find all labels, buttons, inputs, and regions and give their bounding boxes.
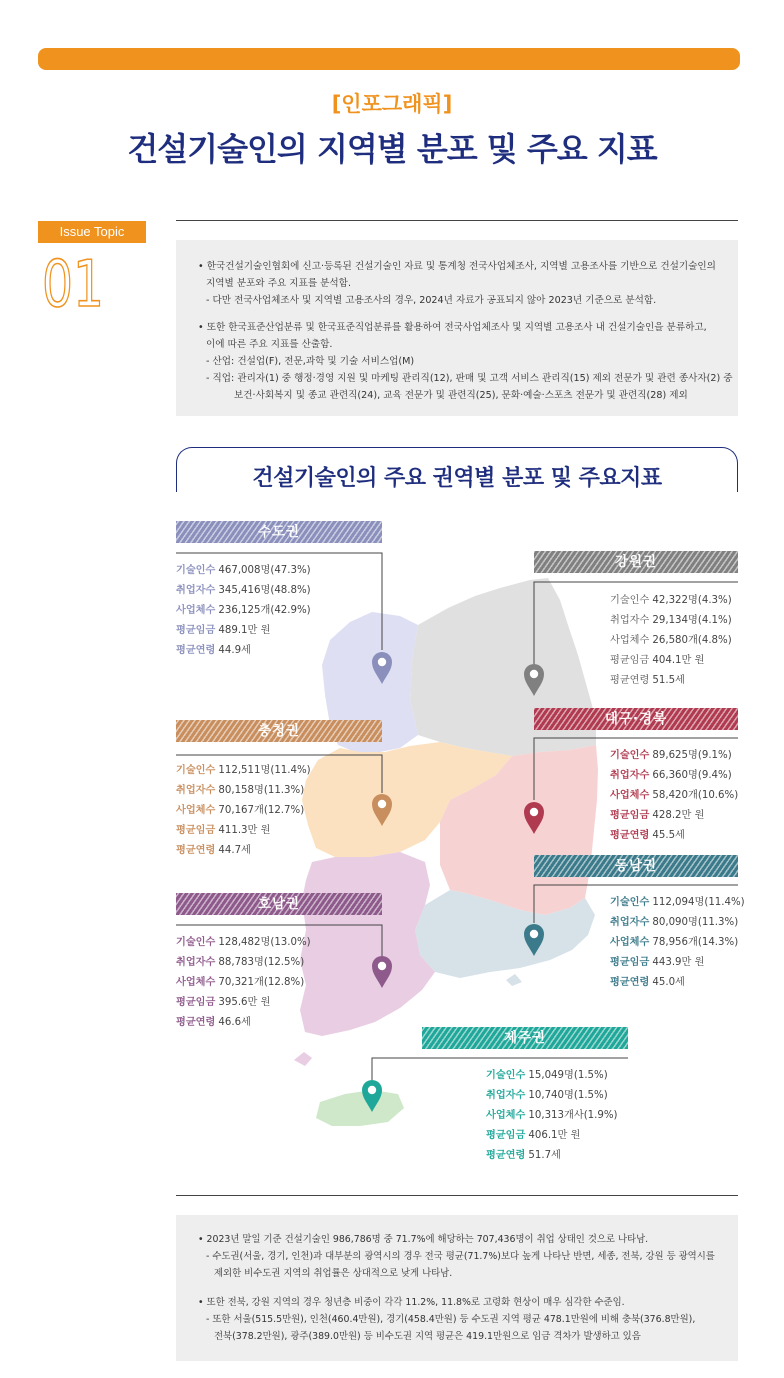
section-title: 건설기술인의 주요 권역별 분포 및 주요지표 xyxy=(252,466,662,491)
stat-row xyxy=(176,993,311,1013)
stat-key: 평균연령 xyxy=(176,845,216,856)
stat-row xyxy=(610,591,732,611)
stat-key: 취업자수 xyxy=(610,770,650,781)
stat-row xyxy=(176,761,311,781)
stats-sudo xyxy=(176,561,311,661)
stat-row xyxy=(610,913,745,933)
stats-daegu xyxy=(610,746,738,846)
stat-key: 기술인수 xyxy=(610,595,650,606)
stat-key: 기술인수 xyxy=(486,1070,526,1081)
stat-key: 평균임금 xyxy=(176,625,216,636)
stat-value: 51.7세 xyxy=(528,1150,561,1161)
stat-value: 489.1만 원 xyxy=(218,625,271,636)
stat-value: 345,416명(48.8%) xyxy=(218,585,311,596)
region-header-honam: 호남권 xyxy=(176,893,382,915)
island-shape xyxy=(294,1052,312,1066)
intro-line: 지역별 분포와 주요 지표를 분석함. xyxy=(206,278,351,289)
stat-row xyxy=(176,801,311,821)
stats-jeju xyxy=(486,1066,618,1166)
kicker-label: [인포그래픽] xyxy=(331,92,453,116)
stat-value: 236,125개(42.9%) xyxy=(218,605,311,616)
stat-row xyxy=(610,746,738,766)
region-header-sudo: 수도권 xyxy=(176,521,382,543)
stat-key: 사업체수 xyxy=(176,805,216,816)
island-shape xyxy=(506,974,522,986)
stat-key: 기술인수 xyxy=(176,565,216,576)
summary-line: 제외한 비수도권 지역의 취업률은 상대적으로 낮게 나타남. xyxy=(214,1268,453,1279)
stat-row xyxy=(610,631,732,651)
stat-key: 평균연령 xyxy=(610,830,650,841)
intro-line: • 한국건설기술인협회에 신고·등록된 건설기술인 자료 및 통계청 전국사업체조사, 지역별 고용조사를 기반으로 건설기술인의 xyxy=(198,261,716,272)
stat-key: 평균임금 xyxy=(486,1130,526,1141)
stat-row xyxy=(486,1066,618,1086)
stat-key: 기술인수 xyxy=(176,765,216,776)
stat-value: 26,580개(4.8%) xyxy=(652,635,732,646)
stat-value: 42,322명(4.3%) xyxy=(652,595,732,606)
stat-value: 10,313개사(1.9%) xyxy=(528,1110,618,1121)
stat-row xyxy=(176,561,311,581)
stat-value: 112,094명(11.4%) xyxy=(652,897,745,908)
stat-value: 78,956개(14.3%) xyxy=(652,937,739,948)
stat-row xyxy=(176,973,311,993)
stat-row xyxy=(610,826,738,846)
issue-number-text: 01 xyxy=(42,248,104,322)
summary-line: - 또한 서울(515.5만원), 인천(460.4만원), 경기(458.4만원) 등 수도권 지역 평균 478.1만원에 비해 충북(376.8만원), xyxy=(206,1314,696,1325)
stat-row xyxy=(610,786,738,806)
stat-key: 사업체수 xyxy=(176,605,216,616)
map-region-jeju xyxy=(316,1090,404,1126)
stat-value: 29,134명(4.1%) xyxy=(652,615,732,626)
intro-line: 보건·사회복지 및 종교 관련직(24), 교육 전문가 및 관련직(25), 문화·예술·스포츠 전문가 및 관련직(28) 제외 xyxy=(234,390,688,401)
stat-row xyxy=(176,781,311,801)
stat-row xyxy=(610,671,732,691)
stat-value: 45.5세 xyxy=(652,830,685,841)
stat-row xyxy=(176,821,311,841)
issue-topic-tag: Issue Topic xyxy=(38,221,146,243)
stat-key: 평균임금 xyxy=(610,655,650,666)
stat-key: 취업자수 xyxy=(610,917,650,928)
stat-key: 평균임금 xyxy=(176,825,216,836)
page-title: 건설기술인의 지역별 분포 및 주요 지표 xyxy=(127,130,657,168)
intro-line: 이에 따른 주요 지표를 산출함. xyxy=(206,339,333,350)
stat-row xyxy=(176,1013,311,1033)
stat-row xyxy=(610,766,738,786)
stat-key: 기술인수 xyxy=(176,937,216,948)
stat-value: 15,049명(1.5%) xyxy=(528,1070,608,1081)
stat-row xyxy=(176,841,311,861)
stats-dongnam xyxy=(610,893,745,993)
stat-value: 46.6세 xyxy=(218,1017,251,1028)
stat-row xyxy=(176,641,311,661)
stat-key: 평균연령 xyxy=(176,645,216,656)
stat-row xyxy=(176,601,311,621)
stat-row xyxy=(610,611,732,631)
stat-value: 51.5세 xyxy=(652,675,685,686)
stat-row xyxy=(610,806,738,826)
summary-line: • 또한 전북, 강원 지역의 경우 청년층 비중이 각각 11.2%, 11.8%로 고령화 현상이 매우 심각한 수준임. xyxy=(198,1297,625,1308)
summary-line: • 2023년 말일 기준 건설기술인 986,786명 중 71.7%에 해당하는 707,436명이 취업 상태인 것으로 나타남. xyxy=(198,1234,649,1245)
stat-row xyxy=(610,953,745,973)
stat-key: 취업자수 xyxy=(486,1090,526,1101)
stats-honam xyxy=(176,933,311,1033)
stat-value: 45.0세 xyxy=(652,977,685,988)
stat-key: 평균연령 xyxy=(610,675,650,686)
stat-key: 사업체수 xyxy=(610,790,650,801)
stat-key: 사업체수 xyxy=(486,1110,526,1121)
stat-value: 404.1만 원 xyxy=(652,655,705,666)
stat-key: 사업체수 xyxy=(610,635,650,646)
divider-bottom xyxy=(176,1195,738,1196)
stat-value: 112,511명(11.4%) xyxy=(218,765,311,776)
map-region-honam xyxy=(300,852,435,1036)
region-header-chungcheong: 충청권 xyxy=(176,720,382,742)
stat-value: 128,482명(13.0%) xyxy=(218,937,311,948)
summary-box xyxy=(176,1215,738,1361)
stat-key: 평균임금 xyxy=(610,810,650,821)
summary-line: - 수도권(서울, 경기, 인천)과 대부분의 광역시의 경우 전국 평균(71.7%)보다 높게 나타난 반면, 세종, 전북, 강원 등 광역시를 xyxy=(206,1251,715,1262)
stat-key: 평균연령 xyxy=(486,1150,526,1161)
summary-line: 전북(378.2만원), 광주(389.0만원) 등 비수도권 지역 평균은 419.1만원으로 임금 격차가 발생하고 있음 xyxy=(214,1331,641,1342)
stat-value: 44.7세 xyxy=(218,845,251,856)
stat-value: 395.6만 원 xyxy=(218,997,271,1008)
stat-value: 44.9세 xyxy=(218,645,251,656)
stat-value: 10,740명(1.5%) xyxy=(528,1090,608,1101)
stat-value: 70,321개(12.8%) xyxy=(218,977,305,988)
stat-key: 취업자수 xyxy=(176,785,216,796)
stat-key: 취업자수 xyxy=(176,585,216,596)
stat-key: 사업체수 xyxy=(610,937,650,948)
stat-key: 사업체수 xyxy=(176,977,216,988)
stat-value: 66,360명(9.4%) xyxy=(652,770,732,781)
stat-key: 기술인수 xyxy=(610,750,650,761)
stat-value: 411.3만 원 xyxy=(218,825,271,836)
stat-value: 443.9만 원 xyxy=(652,957,705,968)
stat-value: 406.1만 원 xyxy=(528,1130,581,1141)
stat-key: 기술인수 xyxy=(610,897,650,908)
stat-row xyxy=(610,933,745,953)
stat-row xyxy=(176,953,311,973)
intro-line: • 또한 한국표준산업분류 및 한국표준직업분류를 활용하여 전국사업체조사 및 지역별 고용조사 내 건설기술인을 분류하고, xyxy=(198,322,707,333)
intro-line: - 직업: 관리자(1) 중 행정·경영 지원 및 마케팅 관리직(12), 판매 및 고객 서비스 관리직(15) 제외 전문가 및 관련 종사자(2) 중 xyxy=(206,373,733,384)
stat-key: 평균연령 xyxy=(610,977,650,988)
stat-key: 취업자수 xyxy=(610,615,650,626)
stat-key: 평균연령 xyxy=(176,1017,216,1028)
stat-key: 평균임금 xyxy=(610,957,650,968)
stat-value: 80,090명(11.3%) xyxy=(652,917,739,928)
stat-row xyxy=(176,581,311,601)
intro-line: - 산업: 건설업(F), 전문,과학 및 기술 서비스업(M) xyxy=(206,356,415,367)
region-header-gangwon: 강원권 xyxy=(534,551,738,573)
stat-value: 467,008명(47.3%) xyxy=(218,565,311,576)
stat-value: 58,420개(10.6%) xyxy=(652,790,739,801)
region-header-dongnam: 동남권 xyxy=(534,855,738,877)
region-header-daegu: 대구·경북 xyxy=(534,708,738,730)
stat-row xyxy=(610,973,745,993)
stat-row xyxy=(176,933,311,953)
stat-value: 89,625명(9.1%) xyxy=(652,750,732,761)
stat-row xyxy=(486,1146,618,1166)
stats-chungcheong xyxy=(176,761,311,861)
stat-value: 80,158명(11.3%) xyxy=(218,785,305,796)
stat-row xyxy=(486,1126,618,1146)
stat-row xyxy=(176,621,311,641)
stats-gangwon xyxy=(610,591,732,691)
stat-value: 88,783명(12.5%) xyxy=(218,957,305,968)
stat-key: 평균임금 xyxy=(176,997,216,1008)
stat-row xyxy=(610,651,732,671)
stat-row xyxy=(486,1086,618,1106)
stat-key: 취업자수 xyxy=(176,957,216,968)
region-header-jeju: 제주권 xyxy=(422,1027,628,1049)
stat-row xyxy=(486,1106,618,1126)
stat-value: 428.2만 원 xyxy=(652,810,705,821)
intro-line: - 다만 전국사업체조사 및 지역별 고용조사의 경우, 2024년 자료가 공표되지 않아 2023년 기준으로 분석함. xyxy=(206,295,657,306)
stat-value: 70,167개(12.7%) xyxy=(218,805,305,816)
summary-text xyxy=(198,1231,715,1345)
stat-row xyxy=(610,893,745,913)
